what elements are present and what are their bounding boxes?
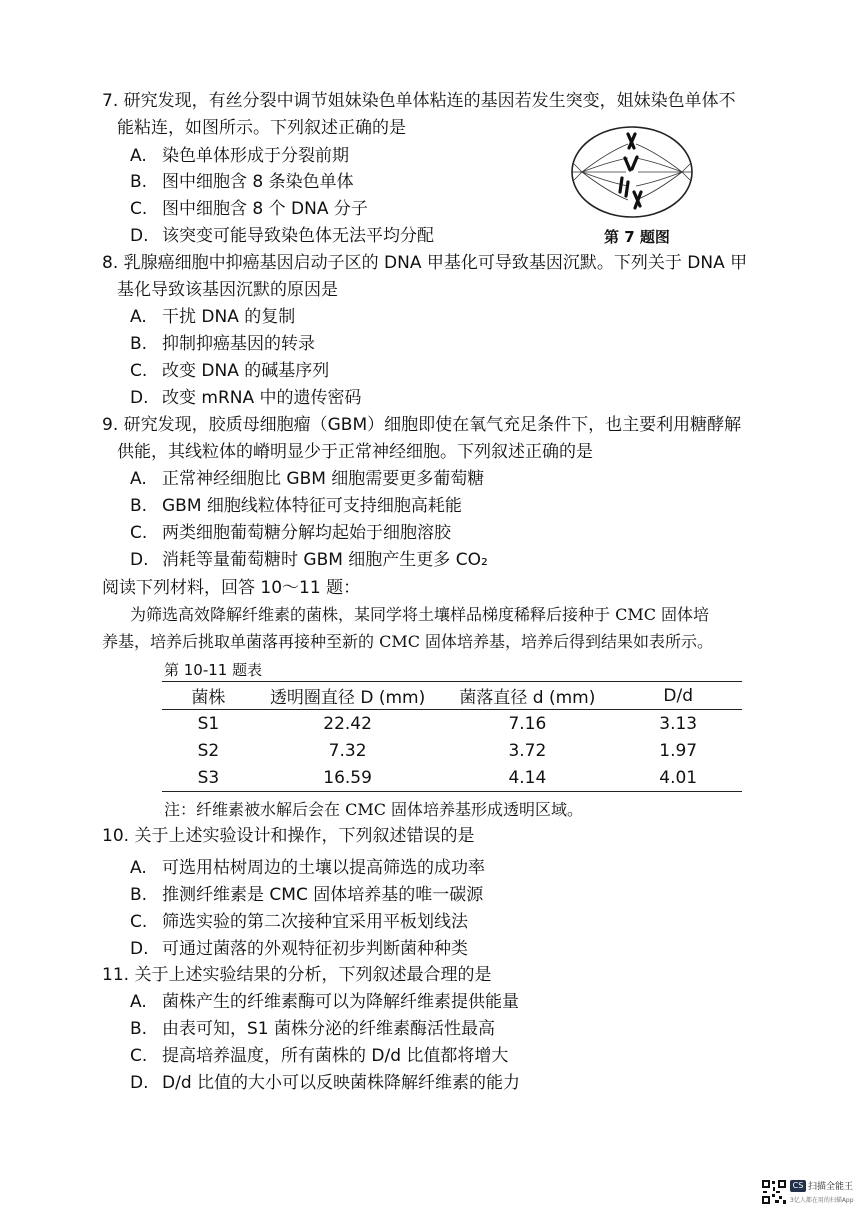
table-row — [162, 764, 742, 792]
qr-code-icon — [761, 1179, 787, 1205]
table-row — [162, 737, 742, 764]
q7-stem-line1: 7. 研究发现，有丝分裂中调节姐妹染色单体粘连的基因若发生突变，姐妹染色单体不 — [102, 91, 736, 111]
table-row — [162, 710, 742, 738]
results-table — [162, 681, 742, 792]
q8-option-c: C. 改变 DNA 的碱基序列 — [130, 361, 330, 381]
q8-option-b: B. 抑制抑癌基因的转录 — [130, 334, 315, 354]
q9-option-d: D. 消耗等量葡萄糖时 GBM 细胞产生更多 CO₂ — [130, 550, 488, 570]
q11-option-d: D. D/d 比值的大小可以反映菌株降解纤维素的能力 — [130, 1073, 521, 1093]
q7-option-d: D. 该突变可能导致染色体无法平均分配 — [130, 226, 434, 246]
q10-option-b: B. 推测纤维素是 CMC 固体培养基的唯一碳源 — [130, 885, 484, 905]
q9-option-b: B. GBM 细胞线粒体特征可支持细胞高耗能 — [130, 496, 462, 516]
column-header-ratio: D/d — [663, 685, 693, 706]
table-cell: 4.14 — [508, 767, 547, 788]
column-header-strain: 菌株 — [191, 688, 226, 708]
table-cell: 1.97 — [659, 740, 698, 761]
reading-material-line1: 为筛选高效降解纤维素的菌株，某同学将土壤样品梯度稀释后接种于 CMC 固体培 — [130, 605, 710, 624]
table-cell: 7.16 — [508, 713, 547, 734]
table-cell: S1 — [197, 713, 220, 734]
table-header-row — [162, 682, 742, 710]
q11-option-c: C. 提高培养温度，所有菌株的 D/d 比值都将增大 — [130, 1046, 509, 1066]
reading-intro: 阅读下列材料，回答 10～11 题： — [102, 578, 361, 598]
q8-stem-line1: 8. 乳腺癌细胞中抑癌基因启动子区的 DNA 甲基化可导致基因沉默。下列关于 DNA 甲 — [102, 253, 748, 273]
table-caption: 第 10-11 题表 — [164, 661, 263, 679]
q9-option-a: A. 正常神经细胞比 GBM 细胞需要更多葡萄糖 — [130, 469, 485, 489]
table-cell: S2 — [197, 740, 220, 761]
q10-stem: 10. 关于上述实验设计和操作，下列叙述错误的是 — [102, 826, 475, 846]
camscanner-name: 扫描全能王 — [808, 1182, 854, 1192]
q9-stem-line2: 供能，其线粒体的嵴明显少于正常神经细胞。下列叙述正确的是 — [117, 442, 593, 462]
table-cell: S3 — [197, 767, 220, 788]
table-cell: 22.42 — [323, 713, 372, 734]
q7-option-a: A. 染色单体形成于分裂前期 — [130, 146, 349, 166]
q11-option-b: B. 由表可知，S1 菌株分泌的纤维素酶活性最高 — [130, 1019, 496, 1039]
q9-option-c: C. 两类细胞葡萄糖分解均起始于细胞溶胶 — [130, 523, 451, 543]
column-header-colony-diameter: 菌落直径 d (mm) — [459, 688, 596, 708]
q8-stem-line2: 基化导致该基因沉默的原因是 — [117, 280, 338, 300]
q11-option-a: A. 菌株产生的纤维素酶可以为降解纤维素提供能量 — [130, 992, 519, 1012]
table-note: 注：纤维素被水解后会在 CMC 固体培养基形成透明区域。 — [164, 800, 584, 819]
mitosis-cell-figure — [568, 122, 696, 222]
q10-option-c: C. 筛选实验的第二次接种宜采用平板划线法 — [130, 912, 468, 932]
q10-option-d: D. 可通过菌落的外观特征初步判断菌种种类 — [130, 939, 468, 959]
q7-figure-caption: 第 7 题图 — [604, 228, 670, 246]
column-header-halo-diameter: 透明圈直径 D (mm) — [269, 688, 426, 708]
table-cell: 3.72 — [508, 740, 547, 761]
camscanner-logo: CS — [790, 1180, 806, 1192]
table-cell: 4.01 — [659, 767, 698, 788]
q9-stem-line1: 9. 研究发现，胶质母细胞瘤（GBM）细胞即使在氧气充足条件下，也主要利用糖酵解 — [102, 415, 742, 435]
table-cell: 7.32 — [328, 740, 367, 761]
q8-option-a: A. 干扰 DNA 的复制 — [130, 307, 296, 327]
table-cell: 3.13 — [659, 713, 698, 734]
q7-stem-line2: 能粘连，如图所示。下列叙述正确的是 — [117, 118, 406, 138]
camscanner-tagline: 3亿人都在用的扫描App — [790, 1197, 854, 1204]
q10-option-a: A. 可选用枯树周边的土壤以提高筛选的成功率 — [130, 858, 485, 878]
table-cell: 16.59 — [323, 767, 372, 788]
reading-material-line2: 养基，培养后挑取单菌落再接种至新的 CMC 固体培养基，培养后得到结果如表所示。 — [102, 632, 714, 651]
q7-option-c: C. 图中细胞含 8 个 DNA 分子 — [130, 199, 368, 219]
q8-option-d: D. 改变 mRNA 中的遗传密码 — [130, 388, 362, 408]
q7-option-b: B. 图中细胞含 8 条染色单体 — [130, 172, 354, 192]
q11-stem: 11. 关于上述实验结果的分析，下列叙述最合理的是 — [102, 965, 492, 985]
